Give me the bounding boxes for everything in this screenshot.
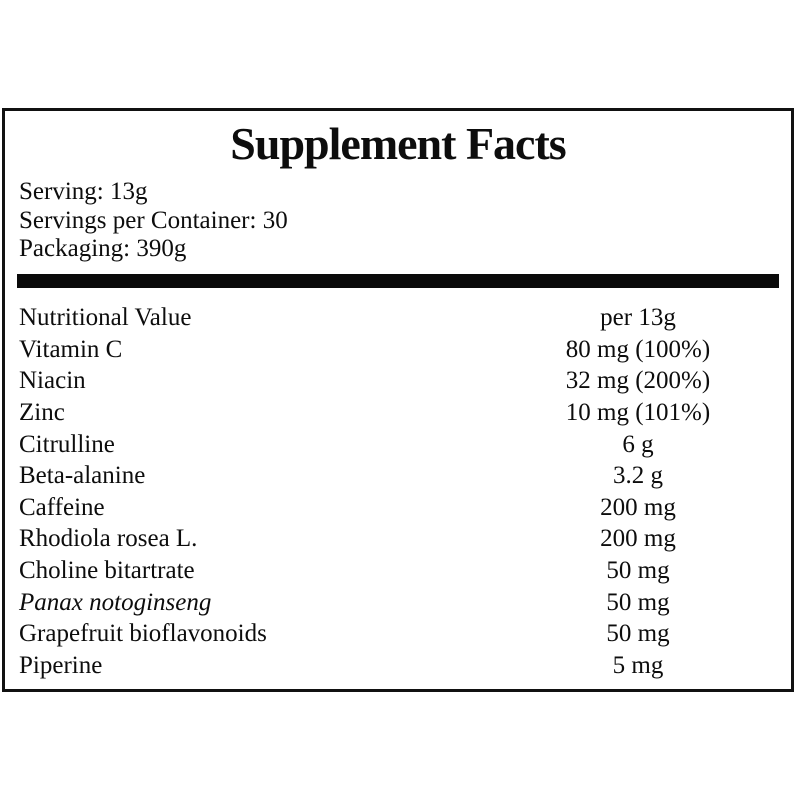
divider-bar [17, 274, 779, 288]
ingredient-name: Rhodiola rosea L. [19, 525, 198, 553]
ingredient-name: Choline bitartrate [19, 557, 195, 585]
ingredient-name: Beta-alanine [19, 462, 146, 490]
ingredient-amount: 50 mg [606, 588, 670, 616]
ingredient-amount: 80 mg (100%) [565, 335, 711, 363]
table-header-row [5, 303, 791, 335]
column-header-per-serving: per 13g [600, 304, 676, 332]
ingredient-amount: 3.2 g [613, 462, 663, 490]
ingredient-name: Vitamin C [19, 335, 123, 363]
table-row [5, 492, 791, 524]
ingredient-amount: 32 mg (200%) [565, 367, 711, 395]
nutrition-table [5, 303, 791, 682]
serving-info-block [5, 178, 791, 264]
column-header-nutritional-value: Nutritional Value [19, 304, 192, 332]
servings-per-container-line: Servings per Container: 30 [19, 206, 288, 234]
panel-title: Supplement Facts [230, 118, 566, 169]
ingredient-name: Grapefruit bioflavonoids [19, 620, 267, 648]
ingredient-amount: 5 mg [612, 651, 664, 679]
supplement-facts-panel [2, 108, 794, 692]
serving-line: Serving: 13g [19, 178, 148, 205]
table-row [5, 366, 791, 398]
ingredient-amount: 200 mg [600, 493, 676, 521]
packaging-line: Packaging: 390g [19, 235, 187, 262]
ingredient-name: Caffeine [19, 493, 105, 521]
table-row [5, 397, 791, 429]
table-row [5, 460, 791, 492]
ingredient-name: Zinc [19, 399, 65, 427]
ingredient-name: Piperine [19, 651, 103, 679]
table-row [5, 618, 791, 650]
table-row [5, 555, 791, 587]
nutrition-table-body [5, 334, 791, 682]
ingredient-amount: 10 mg (101%) [565, 399, 711, 427]
table-row [5, 429, 791, 461]
ingredient-name: Niacin [19, 367, 86, 395]
ingredient-amount: 200 mg [600, 525, 676, 553]
table-row [5, 334, 791, 366]
ingredient-amount: 6 g [622, 430, 654, 458]
table-row [5, 650, 791, 682]
table-row [5, 524, 791, 556]
ingredient-amount: 50 mg [606, 620, 670, 648]
table-row [5, 587, 791, 619]
ingredient-name: Panax notoginseng [19, 588, 212, 616]
ingredient-amount: 50 mg [606, 557, 670, 585]
ingredient-name: Citrulline [19, 430, 115, 458]
